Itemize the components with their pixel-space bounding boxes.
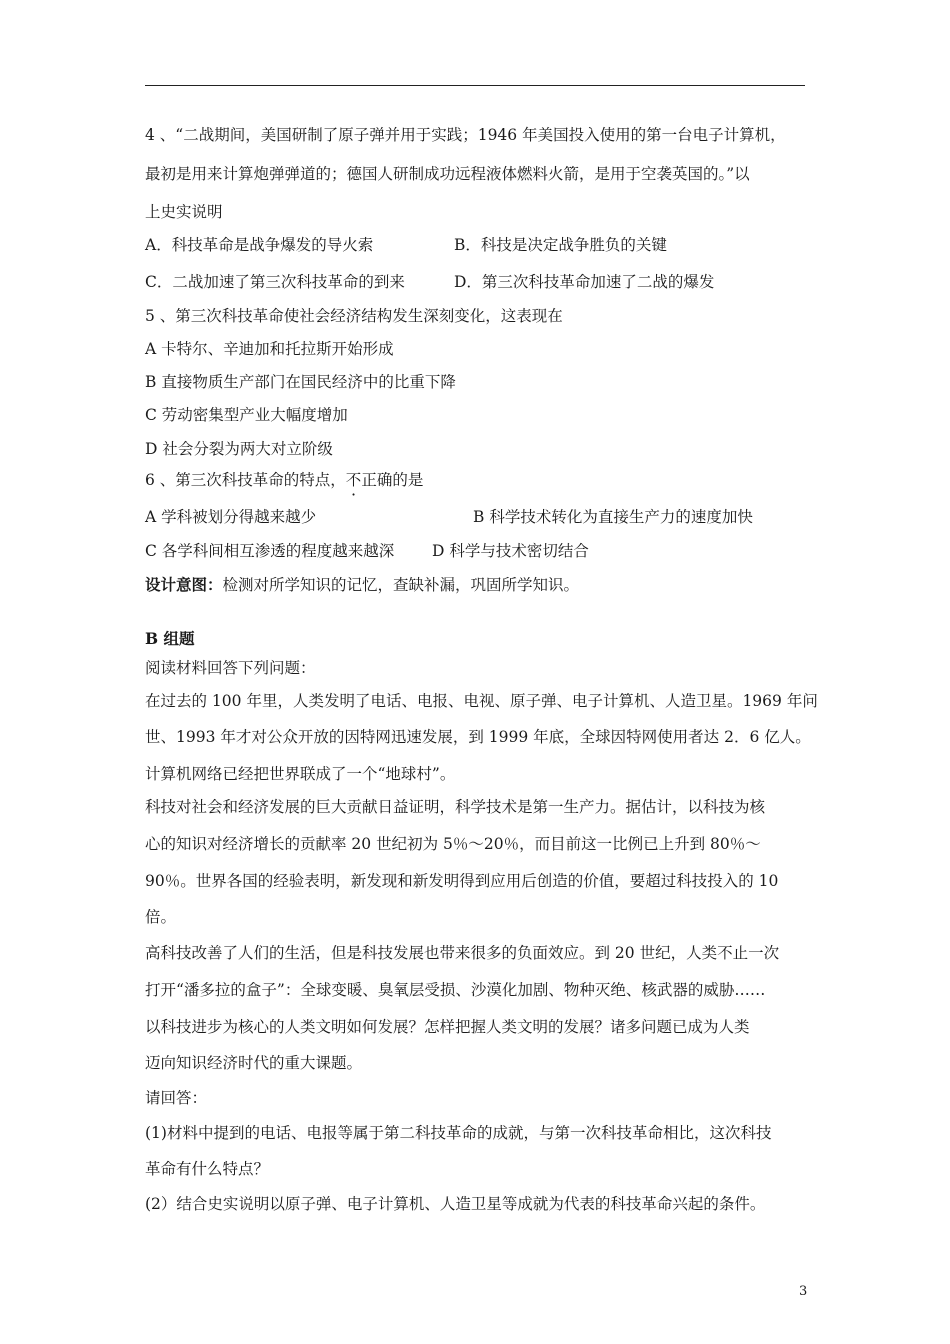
q4-stem-line1: 4 、“二战期间，美国研制了原子弹并用于实践；1946 年美国投入使用的第一台电子计算机， [145, 126, 786, 144]
group-b-intro: 阅读材料回答下列问题： [145, 659, 316, 677]
q4-option-c: C．二战加速了第三次科技革命的到来 [145, 273, 405, 291]
q5-option-b: B 直接物质生产部门在国民经济中的比重下降 [145, 373, 456, 391]
material-para1-line2: 世、1993 年才对公众开放的因特网迅速发展，到 1999 年底，全球因特网使用者达 2．6 亿人。 [145, 728, 811, 746]
material-para3-line3: 以科技进步为核心的人类文明如何发展？怎样把握人类文明的发展？诸多问题已成为人类 [145, 1018, 750, 1036]
q5-option-d: D 社会分裂为两大对立阶级 [145, 440, 333, 458]
design-intent [145, 574, 579, 596]
q6-option-b: B 科学技术转化为直接生产力的速度加快 [473, 508, 753, 526]
material-para2-line2: 心的知识对经济增长的贡献率 20 世纪初为 5％～20％，而目前这一比例已上升到 80％～ [145, 835, 761, 853]
material-para3-line4: 迈向知识经济时代的重大课题。 [145, 1054, 363, 1072]
q4-option-b: B．科技是决定战争胜负的关键 [454, 236, 667, 254]
q5-stem: 5 、第三次科技革命使社会经济结构发生深刻变化，这表现在 [145, 307, 563, 325]
header-rule [145, 85, 805, 86]
design-intent-text: 检测对所学知识的记忆，查缺补漏，巩固所学知识。 [222, 576, 580, 594]
sub-question-1-line2: 革命有什么特点？ [145, 1160, 270, 1178]
material-para1-line3: 计算机网络已经把世界联成了一个“地球村”。 [145, 765, 456, 783]
material-para3-line1: 高科技改善了人们的生活，但是科技发展也带来很多的负面效应。到 20 世纪，人类不止一次 [145, 944, 780, 962]
q6-option-d: D 科学与技术密切结合 [432, 542, 589, 560]
q4-option-d: D．第三次科技革命加速了二战的爆发 [454, 273, 715, 291]
q4-stem-line3: 上史实说明 [145, 203, 223, 221]
q5-option-a: A 卡特尔、辛迪加和托拉斯开始形成 [145, 340, 394, 358]
sub-question-1-line1: (1)材料中提到的电话、电报等属于第二科技革命的成就，与第一次科技革命相比，这次科技 [145, 1124, 772, 1142]
q5-option-c: C 劳动密集型产业大幅度增加 [145, 406, 348, 424]
q4-stem-line2: 最初是用来计算炮弹弹道的；德国人研制成功远程液体燃料火箭，是用于空袭英国的。”以 [145, 165, 750, 183]
material-para2-line4: 倍。 [145, 908, 177, 926]
q6-option-c: C 各学科间相互渗透的程度越来越深 [145, 542, 395, 560]
q6-emphasis-char: 不 [345, 471, 362, 489]
material-para1-line1: 在过去的 100 年里，人类发明了电话、电报、电视、原子弹、电子计算机、人造卫星。1969 年问 [145, 692, 818, 710]
material-para2-line1: 科技对社会和经济发展的巨大贡献日益证明，科学技术是第一生产力。据估计，以科技为核 [145, 798, 766, 816]
q6-stem-pre: 6 、第三次科技革命的特点， [145, 471, 346, 489]
q6-stem [145, 469, 423, 491]
q4-option-a: A．科技革命是战争爆发的导火索 [145, 236, 374, 254]
q6-stem-post: 正确的是 [361, 471, 424, 489]
material-para3-line2: 打开“潘多拉的盒子”：全球变暖、臭氧层受损、沙漠化加剧、物种灭绝、核武器的威胁…… [145, 981, 766, 999]
sub-question-2: (2）结合史实说明以原子弹、电子计算机、人造卫星等成就为代表的科技革命兴起的条件。 [145, 1195, 766, 1213]
material-para2-line3: 90％。世界各国的经验表明，新发现和新发明得到应用后创造的价值，要超过科技投入的 10 [145, 872, 779, 890]
please-answer: 请回答： [145, 1089, 208, 1107]
q6-option-a: A 学科被划分得越来越少 [145, 508, 317, 526]
page-number: 3 [799, 1284, 808, 1299]
group-b-title: B 组题 [145, 629, 195, 648]
design-intent-label: 设计意图： [145, 575, 223, 594]
